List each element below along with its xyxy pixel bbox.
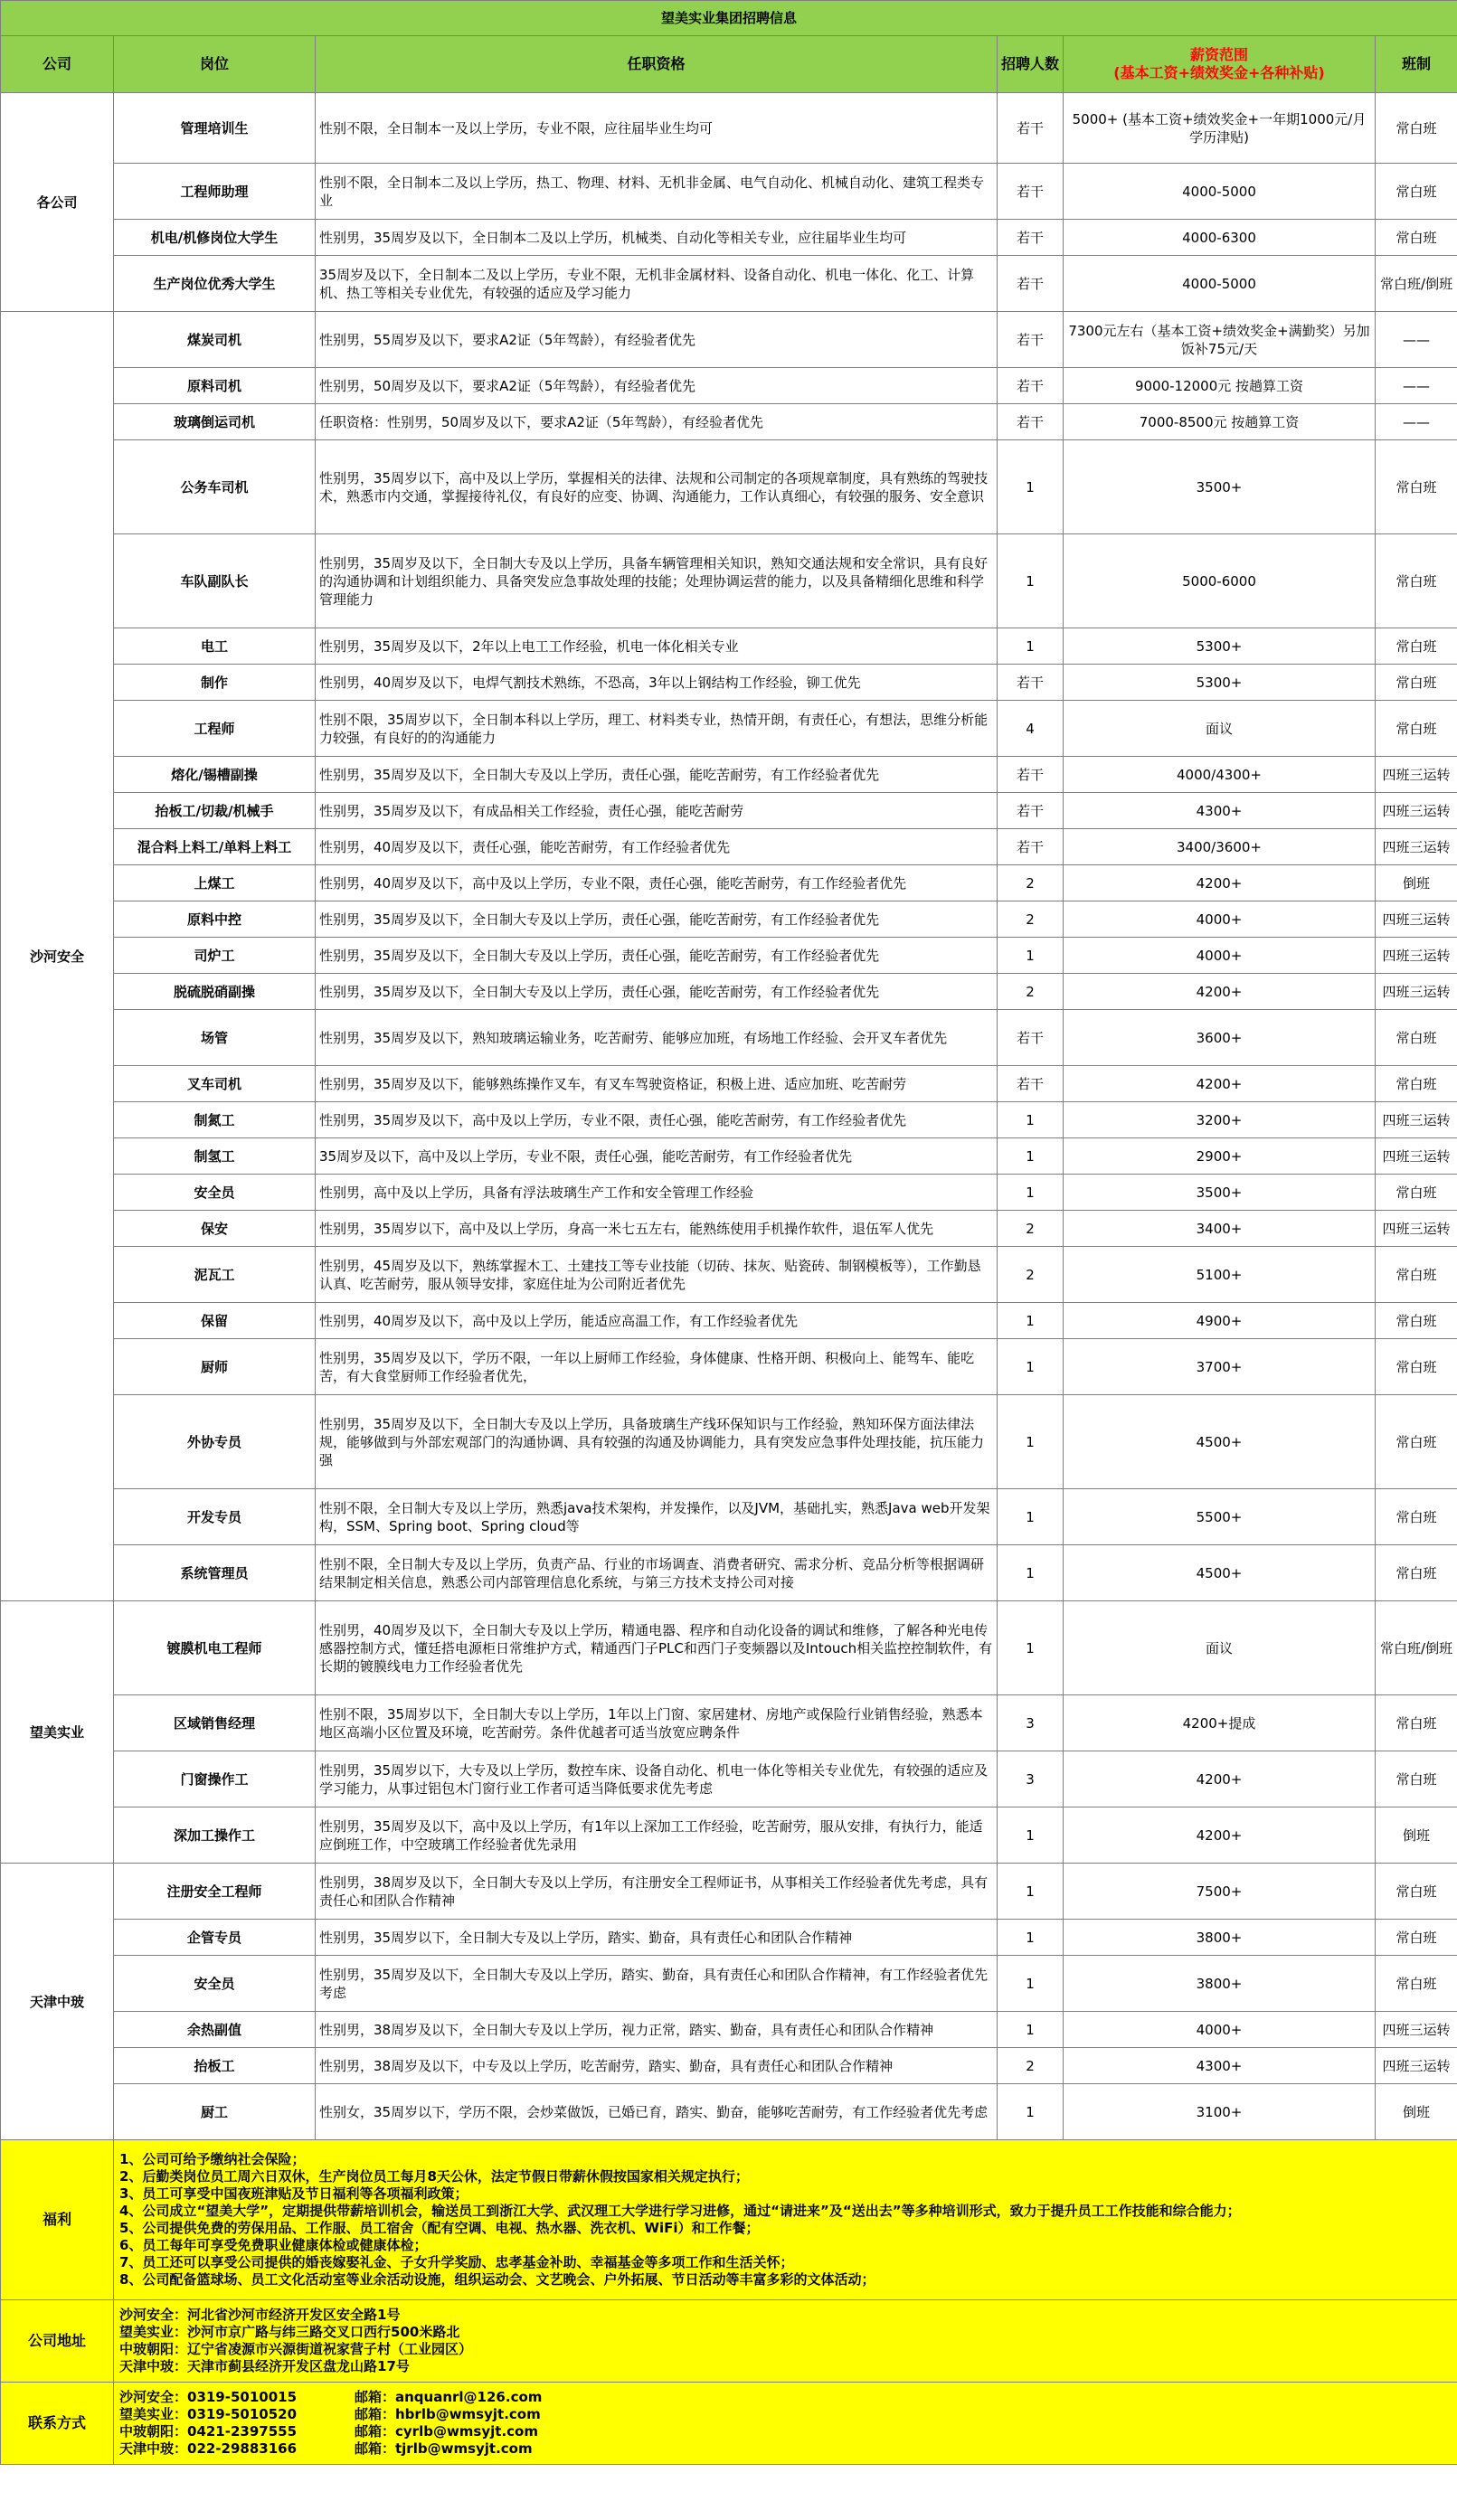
table-row bbox=[1, 701, 1457, 757]
count-cell: 2 bbox=[998, 2048, 1064, 2084]
count-cell: 3 bbox=[998, 1751, 1064, 1807]
welfare-item: 4、公司成立“望美大学”，定期提供带薪培训机会，输送员工到浙江大学、武汉理工大学进行学习进修，通过“请进来”及“送出去”等多种培训形式，致力于提升员工工作技能和综合能力； bbox=[119, 2203, 1241, 2219]
requirements-cell: 性别男，38周岁及以下，中专及以上学历，吃苦耐劳，踏实、勤奋，具有责任心和团队合作精神 bbox=[316, 2048, 998, 2084]
shift-cell: 常白班/倒班 bbox=[1376, 256, 1457, 312]
contact-item bbox=[119, 2406, 1452, 2423]
shift-cell: 四班三运转 bbox=[1376, 757, 1457, 793]
count-cell: 1 bbox=[998, 1303, 1064, 1339]
table-row bbox=[1, 1956, 1457, 2012]
header-count: 招聘人数 bbox=[998, 36, 1064, 93]
position-cell: 余热副值 bbox=[114, 2012, 316, 2048]
requirements-cell: 性别男，35周岁以下，全日制大专及以上学历，踏实、勤奋，具有责任心和团队合作精神 bbox=[316, 1920, 998, 1956]
shift-cell: 常白班 bbox=[1376, 1956, 1457, 2012]
position-cell: 区域销售经理 bbox=[114, 1695, 316, 1751]
requirements-cell: 性别男，35周岁及以下，高中及以上学历，有1年以上深加工工作经验，吃苦耐劳，服从安排，有执行力，能适应倒班工作，中空玻璃工作经验者优先录用 bbox=[316, 1807, 998, 1864]
salary-cell: 2900+ bbox=[1064, 1138, 1376, 1175]
salary-cell: 4200+ bbox=[1064, 1751, 1376, 1807]
count-cell: 若干 bbox=[998, 256, 1064, 312]
count-cell: 1 bbox=[998, 1920, 1064, 1956]
table-row bbox=[1, 1695, 1457, 1751]
welfare-item: 3、员工可享受中国夜班津贴及节日福利等各项福利政策； bbox=[119, 2185, 468, 2202]
count-cell: 1 bbox=[998, 1175, 1064, 1211]
salary-cell: 3400+ bbox=[1064, 1211, 1376, 1247]
salary-cell: 3600+ bbox=[1064, 1010, 1376, 1066]
count-cell: 若干 bbox=[998, 757, 1064, 793]
requirements-cell: 性别男，38周岁及以下，全日制大专及以上学历，有注册安全工程师证书，从事相关工作经验者优先考虑，具有责任心和团队合作精神 bbox=[316, 1864, 998, 1920]
position-cell: 上煤工 bbox=[114, 865, 316, 901]
position-cell: 司炉工 bbox=[114, 938, 316, 974]
requirements-cell: 性别男，35周岁及以下，高中及以上学历，专业不限，责任心强，能吃苦耐劳，有工作经验者优先 bbox=[316, 1102, 998, 1138]
shift-cell: 四班三运转 bbox=[1376, 2012, 1457, 2048]
shift-cell: 常白班 bbox=[1376, 628, 1457, 665]
count-cell: 1 bbox=[998, 1395, 1064, 1489]
shift-cell: 常白班 bbox=[1376, 164, 1457, 220]
contact-phone: 沙河安全：0319-5010015 bbox=[119, 2389, 298, 2405]
salary-cell: 4300+ bbox=[1064, 2048, 1376, 2084]
salary-cell: 4000+ bbox=[1064, 2012, 1376, 2048]
salary-cell: 4000+ bbox=[1064, 901, 1376, 938]
shift-cell: 常白班 bbox=[1376, 1339, 1457, 1395]
salary-cell: 3800+ bbox=[1064, 1920, 1376, 1956]
header-position: 岗位 bbox=[114, 36, 316, 93]
requirements-cell: 性别不限，全日制本二及以上学历，热工、物理、材料、无机非金属、电气自动化、机械自动化、建筑工程类专业 bbox=[316, 164, 998, 220]
welfare-item: 5、公司提供免费的劳保用品、工作服、员工宿舍（配有空调、电视、热水器、洗衣机、WiFi）和工作餐； bbox=[119, 2220, 760, 2236]
count-cell: 若干 bbox=[998, 1010, 1064, 1066]
position-cell: 抬板工 bbox=[114, 2048, 316, 2084]
position-cell: 叉车司机 bbox=[114, 1066, 316, 1102]
requirements-cell: 性别男，35周岁及以下，全日制大专及以上学历，具备车辆管理相关知识，熟知交通法规和安全常识，具有良好的沟通协调和计划组织能力、具备突发应急事故处理的技能；处理协调运营的能力，以及具备精细化思维和科学管理能力 bbox=[316, 534, 998, 628]
table-row bbox=[1, 1545, 1457, 1601]
count-cell: 若干 bbox=[998, 665, 1064, 701]
welfare-item: 7、员工还可以享受公司提供的婚丧嫁娶礼金、子女升学奖励、忠孝基金补助、幸福基金等多项工作和生活关怀； bbox=[119, 2254, 794, 2270]
address-item: 沙河安全：河北省沙河市经济开发区安全路1号 bbox=[119, 2307, 401, 2323]
position-cell: 安全员 bbox=[114, 1175, 316, 1211]
shift-cell: 四班三运转 bbox=[1376, 1102, 1457, 1138]
shift-cell: 四班三运转 bbox=[1376, 938, 1457, 974]
salary-cell: 3500+ bbox=[1064, 440, 1376, 534]
table-row bbox=[1, 93, 1457, 164]
shift-cell: —— bbox=[1376, 368, 1457, 404]
position-cell: 熔化/锡槽副操 bbox=[114, 757, 316, 793]
position-cell: 保留 bbox=[114, 1303, 316, 1339]
requirements-cell: 性别女，35周岁以下，学历不限，会炒菜做饭，已婚已育，踏实、勤奋，能够吃苦耐劳，有工作经验者优先考虑 bbox=[316, 2084, 998, 2140]
contact-item bbox=[119, 2440, 1452, 2458]
requirements-cell: 性别男，35周岁及以下，学历不限，一年以上厨师工作经验，身体健康、性格开朗、积极向上、能驾车、能吃苦，有大食堂厨师工作经验者优先， bbox=[316, 1339, 998, 1395]
shift-cell: 常白班 bbox=[1376, 1751, 1457, 1807]
position-cell: 煤炭司机 bbox=[114, 312, 316, 368]
requirements-cell: 性别男，40周岁及以下，高中及以上学历，能适应高温工作，有工作经验者优先 bbox=[316, 1303, 998, 1339]
header-company: 公司 bbox=[1, 36, 114, 93]
count-cell: 1 bbox=[998, 1545, 1064, 1601]
table-row bbox=[1, 1066, 1457, 1102]
shift-cell: 常白班 bbox=[1376, 1303, 1457, 1339]
position-cell: 工程师助理 bbox=[114, 164, 316, 220]
count-cell: 2 bbox=[998, 1211, 1064, 1247]
requirements-cell: 性别不限，全日制大专及以上学历，熟悉java技术架构，并发操作，以及JVM，基础扎实，熟悉Java web开发架构，SSM、Spring boot、Spring cloud等 bbox=[316, 1489, 998, 1545]
count-cell: 1 bbox=[998, 1601, 1064, 1695]
position-cell: 机电/机修岗位大学生 bbox=[114, 220, 316, 256]
salary-cell: 4000-5000 bbox=[1064, 164, 1376, 220]
position-cell: 公务车司机 bbox=[114, 440, 316, 534]
position-cell: 企管专员 bbox=[114, 1920, 316, 1956]
count-cell: 1 bbox=[998, 938, 1064, 974]
shift-cell: 常白班 bbox=[1376, 440, 1457, 534]
count-cell: 2 bbox=[998, 1247, 1064, 1303]
position-cell: 原料中控 bbox=[114, 901, 316, 938]
contact-row bbox=[1, 2383, 1457, 2465]
salary-cell: 4000-6300 bbox=[1064, 220, 1376, 256]
requirements-cell: 性别男，40周岁及以下，责任心强，能吃苦耐劳，有工作经验者优先 bbox=[316, 829, 998, 865]
requirements-cell: 性别男，35周岁以下，高中及以上学历，身高一米七五左右，能熟练使用手机操作软件，退伍军人优先 bbox=[316, 1211, 998, 1247]
shift-cell: 四班三运转 bbox=[1376, 1138, 1457, 1175]
position-cell: 玻璃倒运司机 bbox=[114, 404, 316, 440]
header-shift: 班制 bbox=[1376, 36, 1457, 93]
table-row bbox=[1, 368, 1457, 404]
count-cell: 若干 bbox=[998, 368, 1064, 404]
salary-cell: 7300元左右（基本工资+绩效奖金+满勤奖）另加饭补75元/天 bbox=[1064, 312, 1376, 368]
position-cell: 镀膜机电工程师 bbox=[114, 1601, 316, 1695]
count-cell: 3 bbox=[998, 1695, 1064, 1751]
contact-label: 联系方式 bbox=[1, 2383, 114, 2465]
address-row bbox=[1, 2300, 1457, 2383]
shift-cell: 四班三运转 bbox=[1376, 901, 1457, 938]
count-cell: 1 bbox=[998, 1138, 1064, 1175]
contact-item bbox=[119, 2423, 1452, 2440]
salary-cell: 3400/3600+ bbox=[1064, 829, 1376, 865]
welfare-item: 2、后勤类岗位员工周六日双休，生产岗位员工每月8天公休，法定节假日带薪休假按国家相关规定执行； bbox=[119, 2168, 749, 2185]
shift-cell: 倒班 bbox=[1376, 1807, 1457, 1864]
count-cell: 若干 bbox=[998, 164, 1064, 220]
header-salary-title: 薪资范围 bbox=[1189, 46, 1248, 63]
welfare-item: 8、公司配备篮球场、员工文化活动室等业余活动设施，组织运动会、文艺晚会、户外拓展、节日活动等丰富多彩的文体活动； bbox=[119, 2271, 875, 2288]
header-requirements: 任职资格 bbox=[316, 36, 998, 93]
table-row bbox=[1, 312, 1457, 368]
count-cell: 若干 bbox=[998, 1066, 1064, 1102]
count-cell: 1 bbox=[998, 440, 1064, 534]
salary-cell: 3100+ bbox=[1064, 2084, 1376, 2140]
shift-cell: 常白班 bbox=[1376, 1864, 1457, 1920]
position-cell: 门窗操作工 bbox=[114, 1751, 316, 1807]
salary-cell: 4000/4300+ bbox=[1064, 757, 1376, 793]
salary-cell: 3500+ bbox=[1064, 1175, 1376, 1211]
table-row bbox=[1, 829, 1457, 865]
shift-cell: 倒班 bbox=[1376, 865, 1457, 901]
table-row bbox=[1, 938, 1457, 974]
salary-cell: 9000-12000元 按趟算工资 bbox=[1064, 368, 1376, 404]
count-cell: 1 bbox=[998, 1956, 1064, 2012]
shift-cell: 常白班 bbox=[1376, 1395, 1457, 1489]
table-row bbox=[1, 1175, 1457, 1211]
header-salary-note: (基本工资+绩效奖金+各种补贴) bbox=[1113, 64, 1325, 81]
salary-cell: 4000+ bbox=[1064, 938, 1376, 974]
contact-phone: 天津中玻：022-29883166 bbox=[119, 2440, 298, 2457]
salary-cell: 3200+ bbox=[1064, 1102, 1376, 1138]
requirements-cell: 性别男，35周岁以下，大专及以上学历，数控车床、设备自动化、机电一体化等相关专业优先，有较强的适应及学习能力，从事过铝包木门窗行业工作者可适当降低要求优先考虑 bbox=[316, 1751, 998, 1807]
shift-cell: 常白班 bbox=[1376, 220, 1457, 256]
position-cell: 厨工 bbox=[114, 2084, 316, 2140]
salary-cell: 4200+ bbox=[1064, 1807, 1376, 1864]
shift-cell: —— bbox=[1376, 312, 1457, 368]
shift-cell: 常白班 bbox=[1376, 93, 1457, 164]
requirements-cell: 性别男，35周岁以下，高中及以上学历，掌握相关的法律、法规和公司制定的各项规章制度，具有熟练的驾驶技术，熟悉市内交通，掌握接待礼仪，有良好的应变、协调、沟通能力，工作认真细心，有较强的服务、安全意识 bbox=[316, 440, 998, 534]
table-row bbox=[1, 1751, 1457, 1807]
salary-cell: 4500+ bbox=[1064, 1545, 1376, 1601]
requirements-cell: 性别男，35周岁及以下，能够熟练操作叉车，有叉车驾驶资格证，积极上进、适应加班、吃苦耐劳 bbox=[316, 1066, 998, 1102]
salary-cell: 4500+ bbox=[1064, 1395, 1376, 1489]
address-content bbox=[114, 2300, 1457, 2383]
salary-cell: 5500+ bbox=[1064, 1489, 1376, 1545]
position-cell: 制作 bbox=[114, 665, 316, 701]
salary-cell: 5300+ bbox=[1064, 665, 1376, 701]
count-cell: 4 bbox=[998, 701, 1064, 757]
company-cell: 沙河安全 bbox=[1, 312, 114, 1601]
page-title: 望美实业集团招聘信息 bbox=[1, 1, 1457, 36]
position-cell: 开发专员 bbox=[114, 1489, 316, 1545]
shift-cell: 常白班 bbox=[1376, 1175, 1457, 1211]
requirements-cell: 性别男，35周岁及以下，全日制大专及以上学历，责任心强，能吃苦耐劳，有工作经验者优先 bbox=[316, 974, 998, 1010]
address-item: 天津中玻：天津市蓟县经济开发区盘龙山路17号 bbox=[119, 2358, 410, 2374]
position-cell: 泥瓦工 bbox=[114, 1247, 316, 1303]
contact-phone: 望美实业：0319-5010520 bbox=[119, 2406, 298, 2422]
salary-cell: 5100+ bbox=[1064, 1247, 1376, 1303]
table-row bbox=[1, 1303, 1457, 1339]
shift-cell: 常白班 bbox=[1376, 1247, 1457, 1303]
requirements-cell: 性别男，35周岁及以下，有成品相关工作经验，责任心强，能吃苦耐劳 bbox=[316, 793, 998, 829]
table-row bbox=[1, 1010, 1457, 1066]
requirements-cell: 性别男，40周岁及以下，高中及以上学历，专业不限，责任心强，能吃苦耐劳，有工作经验者优先 bbox=[316, 865, 998, 901]
position-cell: 系统管理员 bbox=[114, 1545, 316, 1601]
position-cell: 注册安全工程师 bbox=[114, 1864, 316, 1920]
table-row bbox=[1, 901, 1457, 938]
position-cell: 脱硫脱硝副操 bbox=[114, 974, 316, 1010]
shift-cell: 常白班 bbox=[1376, 1695, 1457, 1751]
welfare-label: 福利 bbox=[1, 2140, 114, 2300]
salary-cell: 4200+ bbox=[1064, 1066, 1376, 1102]
count-cell: 若干 bbox=[998, 93, 1064, 164]
count-cell: 1 bbox=[998, 2012, 1064, 2048]
shift-cell: 常白班 bbox=[1376, 534, 1457, 628]
position-cell: 混合料上料工/单料上料工 bbox=[114, 829, 316, 865]
contact-email: 邮箱：tjrlb@wmsyjt.com bbox=[355, 2440, 533, 2457]
shift-cell: —— bbox=[1376, 404, 1457, 440]
contact-phone: 中玻朝阳：0421-2397555 bbox=[119, 2423, 298, 2440]
count-cell: 若干 bbox=[998, 404, 1064, 440]
shift-cell: 四班三运转 bbox=[1376, 1211, 1457, 1247]
salary-cell: 5000+ (基本工资+绩效奖金+一年期1000元/月学历津贴) bbox=[1064, 93, 1376, 164]
requirements-cell: 性别男，35周岁及以下，全日制大专及以上学历，责任心强，能吃苦耐劳，有工作经验者优先 bbox=[316, 757, 998, 793]
salary-cell: 4300+ bbox=[1064, 793, 1376, 829]
shift-cell: 倒班 bbox=[1376, 2084, 1457, 2140]
salary-cell: 4200+ bbox=[1064, 865, 1376, 901]
requirements-cell: 性别男，35周岁及以下，全日制大专及以上学历，踏实、勤奋，具有责任心和团队合作精神，有工作经验者优先考虑 bbox=[316, 1956, 998, 2012]
count-cell: 若干 bbox=[998, 312, 1064, 368]
requirements-cell: 性别男，35周岁及以下，2年以上电工工作经验，机电一体化相关专业 bbox=[316, 628, 998, 665]
count-cell: 1 bbox=[998, 628, 1064, 665]
count-cell: 1 bbox=[998, 1339, 1064, 1395]
table-row bbox=[1, 628, 1457, 665]
count-cell: 1 bbox=[998, 1102, 1064, 1138]
salary-cell: 7500+ bbox=[1064, 1864, 1376, 1920]
welfare-item: 6、员工每年可享受免费职业健康体检或健康体检； bbox=[119, 2237, 428, 2253]
table-row bbox=[1, 665, 1457, 701]
requirements-cell: 性别男，35周岁及以下，全日制大专及以上学历，责任心强，能吃苦耐劳，有工作经验者优先 bbox=[316, 938, 998, 974]
requirements-cell: 性别男，45周岁及以下，熟练掌握木工、土建技工等专业技能（切砖、抹灰、贴瓷砖、制钢模板等），工作勤恳认真、吃苦耐劳，服从领导安排，家庭住址为公司附近者优先 bbox=[316, 1247, 998, 1303]
count-cell: 1 bbox=[998, 1489, 1064, 1545]
shift-cell: 常白班 bbox=[1376, 1066, 1457, 1102]
salary-cell: 5300+ bbox=[1064, 628, 1376, 665]
address-label: 公司地址 bbox=[1, 2300, 114, 2383]
requirements-cell: 性别男，50周岁及以下，要求A2证（5年驾龄），有经验者优先 bbox=[316, 368, 998, 404]
requirements-cell: 35周岁及以下，高中及以上学历，专业不限，责任心强，能吃苦耐劳，有工作经验者优先 bbox=[316, 1138, 998, 1175]
header-row bbox=[1, 36, 1457, 93]
contact-email: 邮箱：cyrlb@wmsyjt.com bbox=[355, 2423, 538, 2440]
requirements-cell: 性别不限，全日制大专及以上学历，负责产品、行业的市场调查、消费者研究、需求分析、竞品分析等根据调研结果制定相关信息，熟悉公司内部管理信息化系统，与第三方技术支持公司对接 bbox=[316, 1545, 998, 1601]
table-row bbox=[1, 404, 1457, 440]
table-row bbox=[1, 440, 1457, 534]
table-row bbox=[1, 1339, 1457, 1395]
table-row bbox=[1, 1247, 1457, 1303]
table-row bbox=[1, 757, 1457, 793]
salary-cell: 3800+ bbox=[1064, 1956, 1376, 2012]
count-cell: 2 bbox=[998, 901, 1064, 938]
requirements-cell: 性别不限，35周岁以下，全日制大专以上学历，1年以上门窗、家居建材、房地产或保险行业销售经验，熟悉本地区高端小区位置及环境，吃苦耐劳。条件优越者可适当放宽应聘条件 bbox=[316, 1695, 998, 1751]
shift-cell: 常白班 bbox=[1376, 1010, 1457, 1066]
welfare-item: 1、公司可给予缴纳社会保险； bbox=[119, 2151, 306, 2167]
contact-content bbox=[114, 2383, 1457, 2465]
salary-cell: 4000-5000 bbox=[1064, 256, 1376, 312]
table-row bbox=[1, 1395, 1457, 1489]
table-row bbox=[1, 974, 1457, 1010]
address-item: 望美实业：沙河市京广路与纬三路交叉口西行500米路北 bbox=[119, 2324, 460, 2340]
welfare-content bbox=[114, 2140, 1457, 2300]
salary-cell: 7000-8500元 按趟算工资 bbox=[1064, 404, 1376, 440]
table-row bbox=[1, 1920, 1457, 1956]
salary-cell: 面议 bbox=[1064, 1601, 1376, 1695]
salary-cell: 4200+ bbox=[1064, 974, 1376, 1010]
count-cell: 1 bbox=[998, 1864, 1064, 1920]
table-row bbox=[1, 2084, 1457, 2140]
table-row bbox=[1, 2012, 1457, 2048]
table-row bbox=[1, 256, 1457, 312]
table-row bbox=[1, 1138, 1457, 1175]
count-cell: 2 bbox=[998, 974, 1064, 1010]
count-cell: 1 bbox=[998, 1807, 1064, 1864]
table-row bbox=[1, 534, 1457, 628]
shift-cell: 四班三运转 bbox=[1376, 2048, 1457, 2084]
requirements-cell: 任职资格：性别男，50周岁及以下，要求A2证（5年驾龄），有经验者优先 bbox=[316, 404, 998, 440]
shift-cell: 常白班/倒班 bbox=[1376, 1601, 1457, 1695]
count-cell: 若干 bbox=[998, 793, 1064, 829]
company-cell: 天津中玻 bbox=[1, 1864, 114, 2140]
shift-cell: 常白班 bbox=[1376, 701, 1457, 757]
shift-cell: 常白班 bbox=[1376, 1920, 1457, 1956]
requirements-cell: 性别男，35周岁及以下，全日制大专及以上学历，具备玻璃生产线环保知识与工作经验，熟知环保方面法律法规，能够做到与外部宏观部门的沟通协调、具有较强的沟通及协调能力，具有突发应急事件处理技能，抗压能力强 bbox=[316, 1395, 998, 1489]
company-cell: 望美实业 bbox=[1, 1601, 114, 1864]
welfare-row bbox=[1, 2140, 1457, 2300]
requirements-cell: 35周岁及以下，全日制本二及以上学历，专业不限，无机非金属材料、设备自动化、机电一体化、化工、计算机、热工等相关专业优先，有较强的适应及学习能力 bbox=[316, 256, 998, 312]
salary-cell: 3700+ bbox=[1064, 1339, 1376, 1395]
position-cell: 工程师 bbox=[114, 701, 316, 757]
count-cell: 1 bbox=[998, 534, 1064, 628]
position-cell: 制氢工 bbox=[114, 1138, 316, 1175]
shift-cell: 四班三运转 bbox=[1376, 829, 1457, 865]
count-cell: 1 bbox=[998, 2084, 1064, 2140]
requirements-cell: 性别男，40周岁及以下，全日制大专及以上学历，精通电器、程序和自动化设备的调试和维修，了解各种光电传感器控制方式，懂廷搭电源柜日常维护方式，精通西门子PLC和西门子变频器以及Intouch相关监控控制软件，有长期的镀膜线电力工作经验者优先 bbox=[316, 1601, 998, 1695]
table-row bbox=[1, 1489, 1457, 1545]
position-cell: 车队副队长 bbox=[114, 534, 316, 628]
table-row bbox=[1, 220, 1457, 256]
table-row bbox=[1, 793, 1457, 829]
count-cell: 2 bbox=[998, 865, 1064, 901]
requirements-cell: 性别男，35周岁及以下，全日制大专及以上学历，责任心强，能吃苦耐劳，有工作经验者优先 bbox=[316, 901, 998, 938]
contact-item bbox=[119, 2389, 1452, 2406]
shift-cell: 四班三运转 bbox=[1376, 974, 1457, 1010]
count-cell: 若干 bbox=[998, 829, 1064, 865]
shift-cell: 常白班 bbox=[1376, 1545, 1457, 1601]
requirements-cell: 性别男，35周岁及以下，熟知玻璃运输业务，吃苦耐劳、能够应加班，有场地工作经验、会开叉车者优先 bbox=[316, 1010, 998, 1066]
position-cell: 场管 bbox=[114, 1010, 316, 1066]
shift-cell: 常白班 bbox=[1376, 665, 1457, 701]
position-cell: 抬板工/切裁/机械手 bbox=[114, 793, 316, 829]
salary-cell: 4200+提成 bbox=[1064, 1695, 1376, 1751]
requirements-cell: 性别不限，全日制本一及以上学历，专业不限，应往届毕业生均可 bbox=[316, 93, 998, 164]
table-row bbox=[1, 1102, 1457, 1138]
position-cell: 制氮工 bbox=[114, 1102, 316, 1138]
contact-email: 邮箱：hbrlb@wmsyjt.com bbox=[355, 2406, 541, 2422]
position-cell: 电工 bbox=[114, 628, 316, 665]
requirements-cell: 性别男，38周岁及以下，全日制大专及以上学历，视力正常，踏实、勤奋，具有责任心和团队合作精神 bbox=[316, 2012, 998, 2048]
position-cell: 原料司机 bbox=[114, 368, 316, 404]
position-cell: 安全员 bbox=[114, 1956, 316, 2012]
position-cell: 保安 bbox=[114, 1211, 316, 1247]
header-salary bbox=[1064, 36, 1376, 93]
company-cell: 各公司 bbox=[1, 93, 114, 312]
position-cell: 外协专员 bbox=[114, 1395, 316, 1489]
shift-cell: 四班三运转 bbox=[1376, 793, 1457, 829]
requirements-cell: 性别男，高中及以上学历，具备有浮法玻璃生产工作和安全管理工作经验 bbox=[316, 1175, 998, 1211]
position-cell: 生产岗位优秀大学生 bbox=[114, 256, 316, 312]
salary-cell: 5000-6000 bbox=[1064, 534, 1376, 628]
table-row bbox=[1, 1601, 1457, 1695]
count-cell: 若干 bbox=[998, 220, 1064, 256]
table-row bbox=[1, 1864, 1457, 1920]
table-row bbox=[1, 164, 1457, 220]
shift-cell: 常白班 bbox=[1376, 1489, 1457, 1545]
contact-email: 邮箱：anquanrl@126.com bbox=[355, 2389, 543, 2405]
table-row bbox=[1, 865, 1457, 901]
table-row bbox=[1, 1211, 1457, 1247]
table-row bbox=[1, 1807, 1457, 1864]
salary-cell: 面议 bbox=[1064, 701, 1376, 757]
requirements-cell: 性别不限，35周岁以下，全日制本科以上学历，理工、材料类专业，热情开朗，有责任心，有想法，思维分析能力较强，有良好的的沟通能力 bbox=[316, 701, 998, 757]
position-cell: 厨师 bbox=[114, 1339, 316, 1395]
address-item: 中玻朝阳：辽宁省凌源市兴源街道祝家营子村（工业园区） bbox=[119, 2341, 473, 2357]
salary-cell: 4900+ bbox=[1064, 1303, 1376, 1339]
position-cell: 管理培训生 bbox=[114, 93, 316, 164]
table-row bbox=[1, 2048, 1457, 2084]
requirements-cell: 性别男，40周岁及以下，电焊气割技术熟练，不恐高，3年以上钢结构工作经验，铆工优先 bbox=[316, 665, 998, 701]
requirements-cell: 性别男，35周岁及以下，全日制本二及以上学历，机械类、自动化等相关专业，应往届毕业生均可 bbox=[316, 220, 998, 256]
requirements-cell: 性别男，55周岁及以下，要求A2证（5年驾龄），有经验者优先 bbox=[316, 312, 998, 368]
position-cell: 深加工操作工 bbox=[114, 1807, 316, 1864]
